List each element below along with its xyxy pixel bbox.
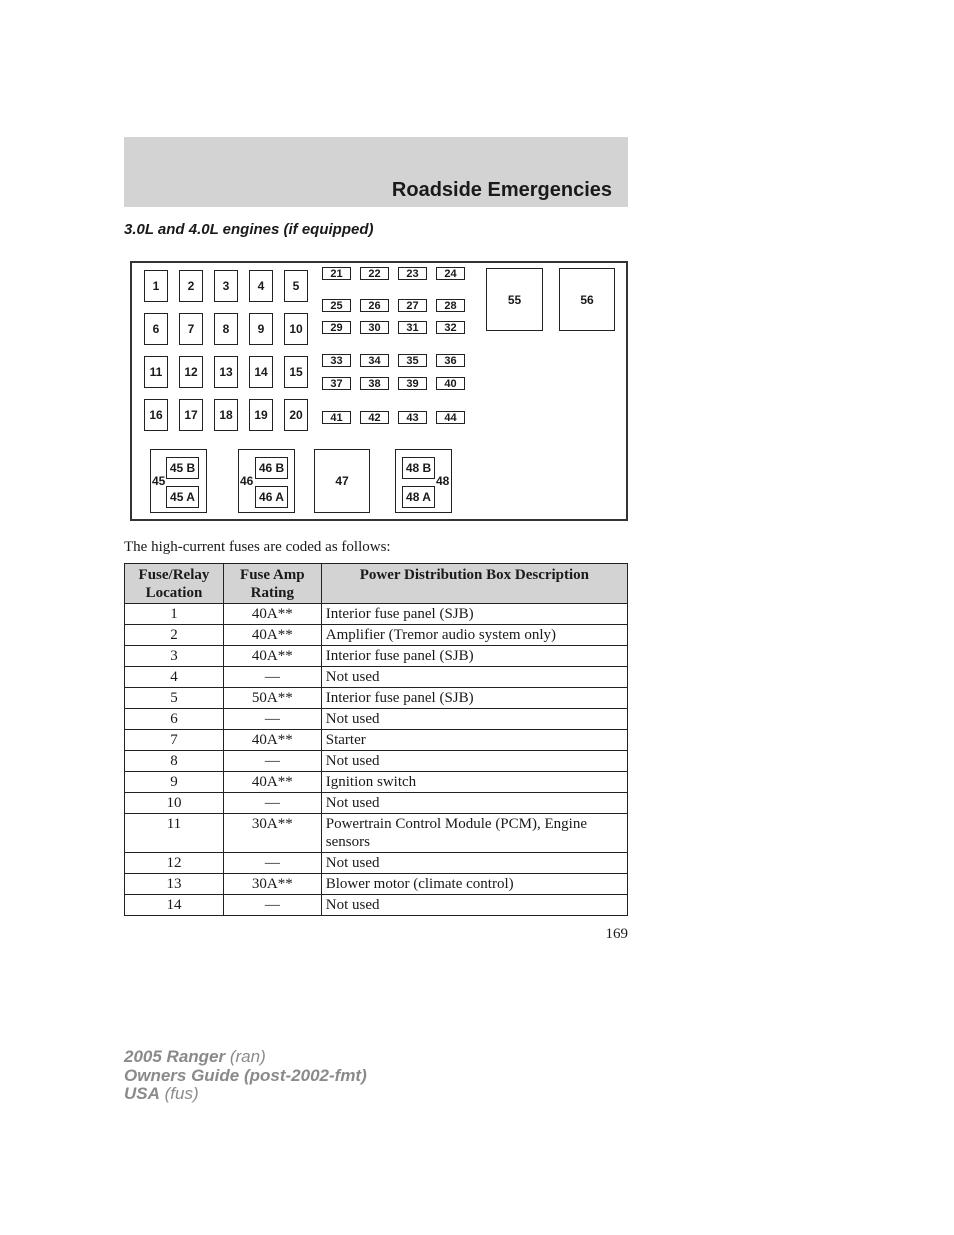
header-band: [124, 137, 628, 207]
fuse-46a: 46 A: [255, 486, 288, 508]
table-row: [125, 895, 628, 916]
fuse-36: 36: [436, 354, 465, 367]
cell-rating: —: [223, 667, 321, 688]
fuse-33: 33: [322, 354, 351, 367]
cell-rating: 40A**: [223, 604, 321, 625]
fuse-12: 12: [179, 356, 203, 388]
relay-55: 55: [486, 268, 543, 331]
fuse-7: 7: [179, 313, 203, 345]
fuse-5: 5: [284, 270, 308, 302]
cell-rating: —: [223, 895, 321, 916]
fuse-2: 2: [179, 270, 203, 302]
fuse-11: 11: [144, 356, 168, 388]
fuse-27: 27: [398, 299, 427, 312]
cell-rating: —: [223, 793, 321, 814]
cell-location: 14: [125, 895, 224, 916]
cell-location: 6: [125, 709, 224, 730]
fuse-1: 1: [144, 270, 168, 302]
fuse-20: 20: [284, 399, 308, 431]
table-row: [125, 709, 628, 730]
cell-description: Not used: [321, 667, 627, 688]
cell-location: 5: [125, 688, 224, 709]
cell-rating: 30A**: [223, 814, 321, 853]
fuse-30: 30: [360, 321, 389, 334]
cell-rating: —: [223, 751, 321, 772]
page-title: Roadside Emergencies: [391, 179, 612, 201]
fuse-46b: 46 B: [255, 457, 288, 479]
fuse-38: 38: [360, 377, 389, 390]
footer-line-1: 2005 Ranger (ran): [124, 1047, 266, 1066]
fuse-28: 28: [436, 299, 465, 312]
cell-description: Not used: [321, 853, 627, 874]
table-header-row: [125, 564, 628, 604]
page-number: 169: [605, 926, 628, 942]
cell-description: Not used: [321, 793, 627, 814]
section-subtitle: 3.0L and 4.0L engines (if equipped): [124, 221, 374, 238]
fuse-table: [124, 563, 628, 916]
cell-description: Starter: [321, 730, 627, 751]
table-row: [125, 793, 628, 814]
fuse-39: 39: [398, 377, 427, 390]
fuse-34: 34: [360, 354, 389, 367]
col-header-description: Power Distribution Box Description: [321, 564, 627, 604]
fuse-18: 18: [214, 399, 238, 431]
fuse-group-45-label: 45: [152, 474, 166, 488]
fuse-17: 17: [179, 399, 203, 431]
table-row: [125, 874, 628, 895]
fuse-10: 10: [284, 313, 308, 345]
fuse-31: 31: [398, 321, 427, 334]
cell-description: Not used: [321, 751, 627, 772]
cell-rating: 40A**: [223, 772, 321, 793]
fuse-6: 6: [144, 313, 168, 345]
cell-location: 10: [125, 793, 224, 814]
fuse-box-diagram: [130, 261, 628, 521]
fuse-21: 21: [322, 267, 351, 280]
table-row: [125, 688, 628, 709]
table-row: [125, 667, 628, 688]
fuse-29: 29: [322, 321, 351, 334]
cell-location: 7: [125, 730, 224, 751]
fuse-45b: 45 B: [166, 457, 199, 479]
fuse-14: 14: [249, 356, 273, 388]
table-row: [125, 751, 628, 772]
relay-56: 56: [559, 268, 615, 331]
fuse-22: 22: [360, 267, 389, 280]
cell-description: Powertrain Control Module (PCM), Engine sensors: [321, 814, 627, 853]
fuse-47: 47: [314, 449, 370, 513]
fuse-9: 9: [249, 313, 273, 345]
table-row: [125, 625, 628, 646]
cell-rating: —: [223, 853, 321, 874]
footer: [124, 1048, 367, 1104]
cell-location: 8: [125, 751, 224, 772]
cell-location: 11: [125, 814, 224, 853]
fuse-40: 40: [436, 377, 465, 390]
fuse-3: 3: [214, 270, 238, 302]
table-row: [125, 604, 628, 625]
cell-description: Not used: [321, 709, 627, 730]
fuse-26: 26: [360, 299, 389, 312]
intro-text: The high-current fuses are coded as follows:: [124, 539, 391, 555]
fuse-35: 35: [398, 354, 427, 367]
cell-rating: 50A**: [223, 688, 321, 709]
table-row: [125, 730, 628, 751]
table-row: [125, 814, 628, 853]
fuse-24: 24: [436, 267, 465, 280]
cell-rating: —: [223, 709, 321, 730]
fuse-19: 19: [249, 399, 273, 431]
cell-location: 9: [125, 772, 224, 793]
fuse-8: 8: [214, 313, 238, 345]
footer-line-2: Owners Guide (post-2002-fmt): [124, 1065, 367, 1085]
footer-line-3: USA (fus): [124, 1084, 199, 1103]
table-row: [125, 646, 628, 667]
cell-rating: 40A**: [223, 646, 321, 667]
fuse-15: 15: [284, 356, 308, 388]
fuse-45a: 45 A: [166, 486, 199, 508]
fuse-16: 16: [144, 399, 168, 431]
cell-description: Interior fuse panel (SJB): [321, 604, 627, 625]
cell-rating: 40A**: [223, 730, 321, 751]
fuse-48b: 48 B: [402, 457, 435, 479]
fuse-group-46-label: 46: [240, 474, 254, 488]
col-header-rating: Fuse Amp Rating: [223, 564, 321, 604]
fuse-group-48-label: 48: [436, 474, 450, 488]
cell-rating: 30A**: [223, 874, 321, 895]
table-row: [125, 772, 628, 793]
cell-rating: 40A**: [223, 625, 321, 646]
fuse-41: 41: [322, 411, 351, 424]
col-header-location: Fuse/Relay Location: [125, 564, 224, 604]
fuse-4: 4: [249, 270, 273, 302]
cell-description: Interior fuse panel (SJB): [321, 646, 627, 667]
cell-description: Blower motor (climate control): [321, 874, 627, 895]
fuse-32: 32: [436, 321, 465, 334]
cell-location: 1: [125, 604, 224, 625]
fuse-42: 42: [360, 411, 389, 424]
cell-description: Amplifier (Tremor audio system only): [321, 625, 627, 646]
fuse-44: 44: [436, 411, 465, 424]
fuse-37: 37: [322, 377, 351, 390]
fuse-23: 23: [398, 267, 427, 280]
cell-description: Not used: [321, 895, 627, 916]
cell-location: 3: [125, 646, 224, 667]
cell-location: 4: [125, 667, 224, 688]
cell-description: Interior fuse panel (SJB): [321, 688, 627, 709]
fuse-13: 13: [214, 356, 238, 388]
cell-location: 13: [125, 874, 224, 895]
table-row: [125, 853, 628, 874]
cell-location: 12: [125, 853, 224, 874]
fuse-43: 43: [398, 411, 427, 424]
fuse-48a: 48 A: [402, 486, 435, 508]
cell-description: Ignition switch: [321, 772, 627, 793]
fuse-25: 25: [322, 299, 351, 312]
cell-location: 2: [125, 625, 224, 646]
